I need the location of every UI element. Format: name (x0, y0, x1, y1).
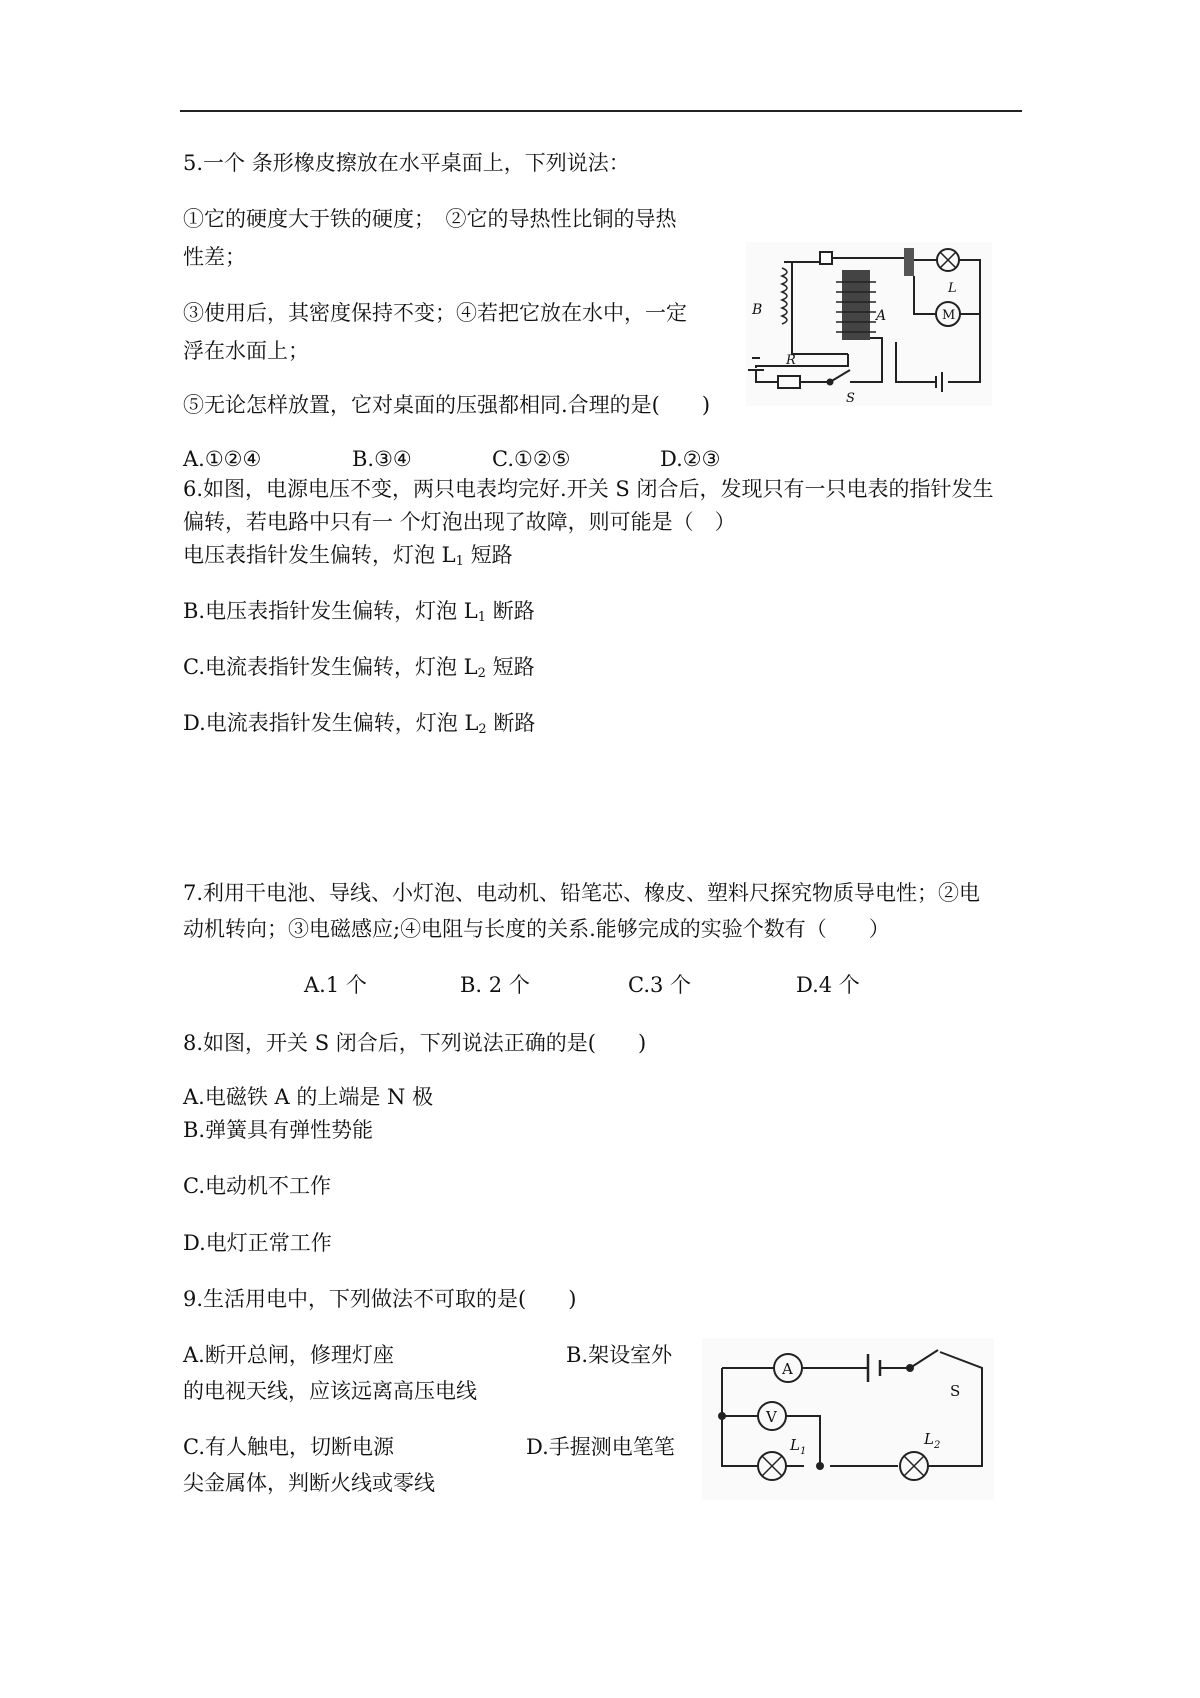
q5-option-d: D.②③ (660, 447, 721, 471)
q7-option-a: A.1 个 (304, 973, 367, 997)
switch-S-wire (800, 338, 882, 382)
q9-option-d: D.手握测电笔笔 (526, 1435, 675, 1459)
q6-stem-2: 偏转，若电路中只有一 个灯泡出现了故障，则可能是（ ） (183, 510, 736, 534)
q9-option-c: C.有人触电，切断电源 (183, 1435, 394, 1459)
q5-option-c: C.①②⑤ (492, 447, 571, 471)
q6-option-d: D.电流表指针发生偏转，灯泡 $L_2$ 断路 (183, 711, 536, 737)
q5-statement-1: ①它的硬度大于铁的硬度； ②它的导热性比铜的导热 (183, 207, 677, 231)
q5-option-a: A.①②④ (183, 447, 262, 471)
label-A: A (876, 308, 887, 324)
label-voltmeter: V (766, 1408, 777, 1426)
label-R: R (786, 353, 796, 368)
label-ammeter: A (782, 1360, 793, 1378)
q5-statement-3: ⑤无论怎样放置，它对桌面的压强都相同.合理的是( ) (183, 393, 711, 417)
relay-frame (792, 262, 848, 354)
control-wire-top (756, 354, 848, 368)
label-switch: S (950, 1382, 961, 1400)
q7-stem-1: 7.利用干电池、导线、小灯泡、电动机、铅笔芯、橡皮、塑料尺探究物质导电性；②电 (183, 881, 981, 905)
q9-stem: 9.生活用电中，下列做法不可取的是( ) (183, 1287, 577, 1311)
battery-left (748, 358, 764, 370)
relay-circuit-figure (746, 242, 992, 406)
label-L: L (948, 281, 957, 296)
q5-stem: 5.一个 条形橡皮擦放在水平桌面上，下列说法： (183, 151, 630, 175)
header-rule (180, 110, 1022, 112)
q7-option-b: B. 2 个 (460, 973, 530, 997)
q7-option-d: D.4 个 (796, 973, 860, 997)
q8-option-b: B.弹簧具有弹性势能 (183, 1118, 374, 1142)
electromagnet-core (842, 270, 870, 340)
q8-option-c: C.电动机不工作 (183, 1174, 331, 1198)
q9-option-b: B.架设室外 (566, 1343, 673, 1367)
label-L2: $L_2$ (924, 1430, 941, 1451)
control-wire-left (756, 370, 778, 382)
q6-stem-1: 6.如图，电源电压不变，两只电表均完好.开关 S 闭合后，发现只有一只电表的指针发生 (183, 477, 994, 501)
q9-option-a: A.断开总闸，修理灯座 (183, 1343, 394, 1367)
q9-option-b-cont: 的电视天线，应该远离高压电线 (183, 1379, 477, 1403)
q8-stem: 8.如图，开关 S 闭合后，下列说法正确的是( ) (183, 1031, 647, 1055)
q5-option-b: B.③④ (352, 447, 412, 471)
q9-option-d-cont: 尖金属体，判断火线或零线 (183, 1471, 435, 1495)
q7-option-c: C.3 个 (628, 973, 692, 997)
spring-B (782, 268, 787, 324)
contact-block (904, 248, 914, 276)
battery-right (936, 372, 942, 392)
q5-statement-1-cont: 性差； (183, 245, 246, 269)
label-S: S (846, 391, 855, 406)
q6-option-c: C.电流表指针发生偏转，灯泡 $L_2$ 短路 (183, 655, 535, 681)
battery (868, 1354, 880, 1382)
q5-statement-2-cont: 浮在水面上； (183, 339, 309, 363)
label-M: M (942, 308, 956, 323)
battery-wire (896, 342, 936, 382)
label-L1: $L_1$ (790, 1436, 807, 1457)
q7-stem-2: 动机转向；③电磁感应;④电阻与长度的关系.能够完成的实验个数有（ ） (183, 917, 890, 941)
q8-option-a: A.电磁铁 A 的上端是 N 极 (183, 1085, 434, 1109)
q5-statement-2: ③使用后，其密度保持不变；④若把它放在水中，一定 (183, 301, 687, 325)
q8-option-d: D.电灯正常工作 (183, 1231, 332, 1255)
armature-pivot (820, 252, 832, 264)
resistor-R (778, 376, 800, 388)
meter-circuit-figure (702, 1338, 994, 1500)
label-B: B (752, 302, 763, 318)
q6-option-a: 电压表指针发生偏转，灯泡 $L_1$ 短路 (183, 543, 513, 569)
q6-option-b: B.电压表指针发生偏转，灯泡 $L_1$ 断路 (183, 599, 535, 625)
